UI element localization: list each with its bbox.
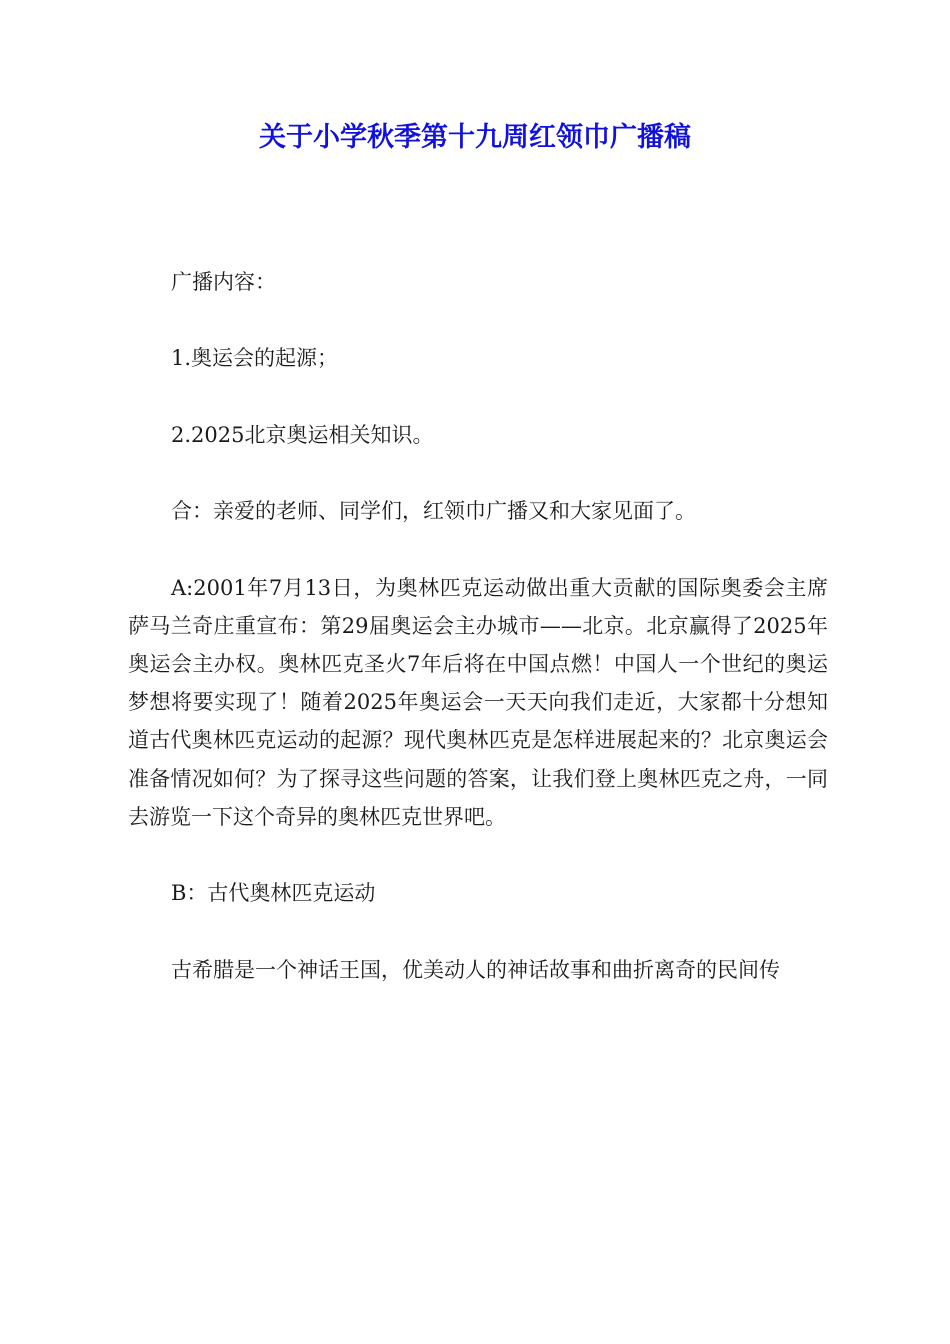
paragraph-item-1: 1.奥运会的起源； [171,346,339,371]
paragraph-greeting: 合：亲爱的老师、同学们，红领巾广播又和大家见面了。 [171,499,696,524]
document-title: 关于小学秋季第十九周红领巾广播稿 [259,122,691,153]
paragraph-b-heading: B：古代奥林匹克运动 [171,881,376,906]
paragraph-greece: 古希腊是一个神话王国，优美动人的神话故事和曲折离奇的民间传 [171,957,780,982]
document-body [128,263,828,1027]
paragraph-a-intro: A:2001年7月13日，为奥林匹克运动做出重大贡献的国际奥委会主席萨马兰奇庄重宣布：第29届奥运会主办城市——北京。北京赢得了2025年奥运会主办权。奥林匹克圣火7年后将在中国点燃！中国人一个世纪的奥运梦想将要实现了！随着2025年奥运会一天天向我们走近，大家都十分想知道古代奥林匹克运动的起源？现代奥林匹克是怎样进展起来的？北京奥运会准备情况如何？为了探寻这些问题的答案，让我们登上奥林匹克之舟，一同去游览一下这个奇异的奥林匹克世界吧。 [128,575,828,829]
paragraph-item-2: 2.2025北京奥运相关知识。 [171,422,434,447]
paragraph-broadcast-content: 广播内容： [171,270,276,294]
